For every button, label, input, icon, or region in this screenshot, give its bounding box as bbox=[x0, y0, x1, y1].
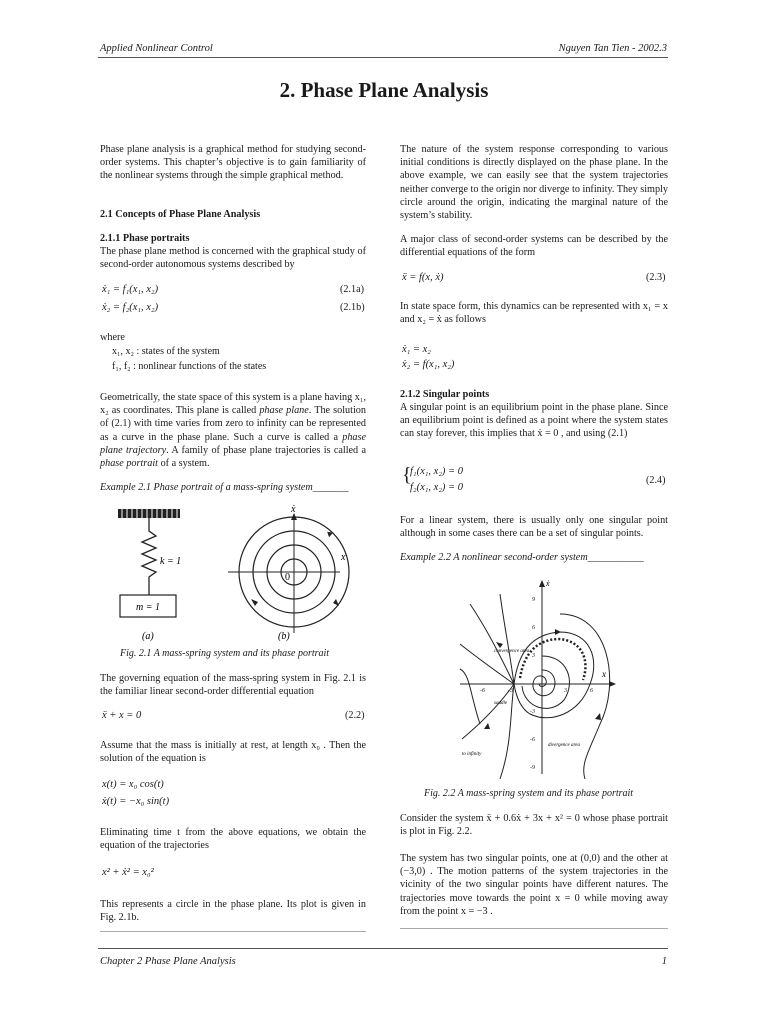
header-rule bbox=[98, 57, 668, 58]
footer-rule bbox=[98, 948, 668, 949]
right-paragraph-class: A major class of second-order systems can be described by the differential equations of the form bbox=[400, 234, 668, 259]
fig2-tick-yn3: -3 bbox=[530, 709, 535, 715]
equation-2-3-number: (2.3) bbox=[646, 272, 666, 283]
fig2-y-arrow-icon bbox=[539, 580, 545, 587]
system-brace: { bbox=[402, 464, 412, 486]
page-title: 2. Phase Plane Analysis bbox=[279, 78, 489, 102]
definition-states: x₁, x₂ : states of the system bbox=[112, 346, 220, 357]
geometric-paragraph: Geometrically, the state space of this system is a plane having x₁, x₂ as coordinates. This plane is called phase plane. The solution of (2.1) with time varies from zero to infinity can be represented as a curve in the phase plane. Such a curve is called a phase plane trajectory. A family of phase plane trajectories is called a phase portrait of a system. bbox=[100, 392, 366, 470]
singular-point-paragraph: A singular point is an equilibrium point in the phase plane. Since an equilibrium point is defined as a point where the system states can stay forever, this implies that ẋ = 0 , and using (2.1) bbox=[400, 402, 668, 440]
state-space-eq1: ẋ₁ = x₂ bbox=[402, 344, 431, 355]
fig2-tick-y6: 6 bbox=[532, 625, 535, 631]
section-2-1-heading: 2.1 Concepts of Phase Plane Analysis bbox=[100, 209, 261, 220]
fig2-divergence-label: divergence area bbox=[548, 743, 580, 748]
section-2-1-1-text: The phase plane method is concerned with the graphical study of second-order autonomous systems described by bbox=[100, 246, 366, 271]
equation-2-4-number: (2.4) bbox=[646, 475, 666, 486]
solution-x: x(t) = x₀ cos(t) bbox=[102, 779, 164, 790]
left-intro: Phase plane analysis is a graphical method for studying second-order systems. This chapter’s objective is to gain familiarity of the nonlinear systems through the simple graphical method. bbox=[100, 144, 366, 182]
equation-2-2: ẍ + x = 0 bbox=[102, 710, 142, 721]
example-2-2-heading: Example 2.2 A nonlinear second-order system___________ bbox=[400, 552, 644, 563]
equation-2-2-number: (2.2) bbox=[345, 710, 365, 721]
spring-constant-label: k = 1 bbox=[160, 556, 182, 567]
trajectory-equation: x² + ẋ² = x₀² bbox=[102, 867, 154, 878]
fig2-xdot-label: ẋ bbox=[546, 579, 550, 588]
solution-xdot: ẋ(t) = −x₀ sin(t) bbox=[102, 796, 170, 807]
where-label: where bbox=[100, 332, 125, 343]
subfig-a-label: (a) bbox=[142, 631, 154, 642]
figure-2-1-caption: Fig. 2.1 A mass-spring system and its phase portrait bbox=[120, 648, 330, 659]
consider-paragraph: Consider the system ẍ + 0.6ẋ + 3x + x² = 0 whose phase portrait is plot in Fig. 2.2. bbox=[400, 813, 668, 838]
fig2-x-label: x bbox=[602, 669, 606, 679]
figure-2-1 bbox=[100, 503, 370, 643]
right-paragraph-nature: The nature of the system response corresponding to various initial conditions is directly displayed on the phase plane. In the above example, we can easily see that the system trajectories neither converge to the origin nor diverge to infinity. They simply circle around the origin, indicating the marginal nature of the system’s stability. bbox=[400, 144, 668, 222]
fig2-tick-yn6: -6 bbox=[530, 737, 535, 743]
equation-2-3: ẍ = f(x, ẋ) bbox=[402, 272, 444, 283]
equation-2-1a: ẋ₁ = f₁(x₁, x₂) bbox=[102, 284, 159, 295]
fig2-infinity-label: to infinity bbox=[462, 752, 482, 757]
governing-paragraph: The governing equation of the mass-spring system in Fig. 2.1 is the familiar linear second-order differential equation bbox=[100, 673, 366, 698]
assume-paragraph: Assume that the mass is initially at rest, at length x₀ . Then the solution of the equation is bbox=[100, 740, 366, 765]
fig2-tick-y9: 9 bbox=[532, 597, 535, 603]
header-right: Nguyen Tan Tien - 2002.3 bbox=[558, 43, 667, 54]
direction-arrow-icons bbox=[251, 529, 339, 606]
definition-functions: f₁, f₂ : nonlinear functions of the states bbox=[112, 361, 267, 372]
equation-2-1b: ẋ₂ = f₂(x₁, x₂) bbox=[102, 302, 159, 313]
right-paragraph-state-space: In state space form, this dynamics can be represented with x₁ = x and x₂ = ẋ as follows bbox=[400, 301, 668, 326]
section-2-1-2-heading: 2.1.2 Singular points bbox=[400, 389, 490, 400]
fig2-saddle-label: saddle bbox=[494, 701, 508, 706]
fig2-tick-xn6: -6 bbox=[480, 688, 485, 694]
eliminate-paragraph: Eliminating time t from the above equations, we obtain the equation of the trajectories bbox=[100, 827, 366, 852]
singular-eq1: f₁(x₁, x₂) = 0 bbox=[410, 466, 464, 477]
spring bbox=[142, 518, 156, 595]
figure-2-2 bbox=[440, 574, 640, 784]
singular-eq2: f₂(x₁, x₂) = 0 bbox=[410, 482, 464, 493]
fig2-tick-yn9: -9 bbox=[530, 765, 535, 771]
example-2-1-heading: Example 2.1 Phase portrait of a mass-spring system_______ bbox=[100, 482, 349, 493]
fig2-tick-x6: 6 bbox=[590, 688, 593, 694]
subfig-b-label: (b) bbox=[278, 631, 290, 642]
header-left: Applied Nonlinear Control bbox=[100, 43, 213, 54]
right-column-end-rule bbox=[400, 928, 668, 929]
origin-label: 0 bbox=[285, 572, 290, 583]
mass-label: m = 1 bbox=[136, 602, 160, 613]
figure-2-2-caption: Fig. 2.2 A mass-spring system and its phase portrait bbox=[424, 788, 634, 799]
left-column-end-rule bbox=[100, 931, 366, 932]
circle-paragraph: This represents a circle in the phase plane. Its plot is given in Fig. 2.1b. bbox=[100, 899, 366, 924]
fig2-tick-x3: 3 bbox=[564, 688, 567, 694]
x-axis-label: x bbox=[341, 552, 346, 563]
linear-system-paragraph: For a linear system, there is usually only one singular point although in some cases there can be a set of singular points. bbox=[400, 515, 668, 540]
fig2-trajectories bbox=[460, 594, 610, 779]
page-number: 1 bbox=[661, 956, 667, 967]
fig2-convergence-label: convergence area bbox=[494, 649, 530, 654]
section-2-1-1-heading: 2.1.1 Phase portraits bbox=[100, 233, 190, 244]
footer-left: Chapter 2 Phase Plane Analysis bbox=[100, 956, 236, 967]
xdot-axis-label: ẋ bbox=[291, 504, 296, 515]
fig2-tick-xn3: -3 bbox=[508, 688, 513, 694]
equation-2-1b-number: (2.1b) bbox=[340, 302, 365, 313]
singular-points-paragraph: The system has two singular points, one at (0,0) and the other at (−3,0) . The motion patterns of the system trajectories in the vicinity of the two singular points have different natures. The trajectories move towards the point x = 0 while moving away from the point x = −3 . bbox=[400, 853, 668, 917]
equation-2-1a-number: (2.1a) bbox=[340, 284, 365, 295]
fig2-tick-y3: 3 bbox=[532, 653, 535, 659]
state-space-eq2: ẋ₂ = f(x₁, x₂) bbox=[402, 359, 455, 370]
